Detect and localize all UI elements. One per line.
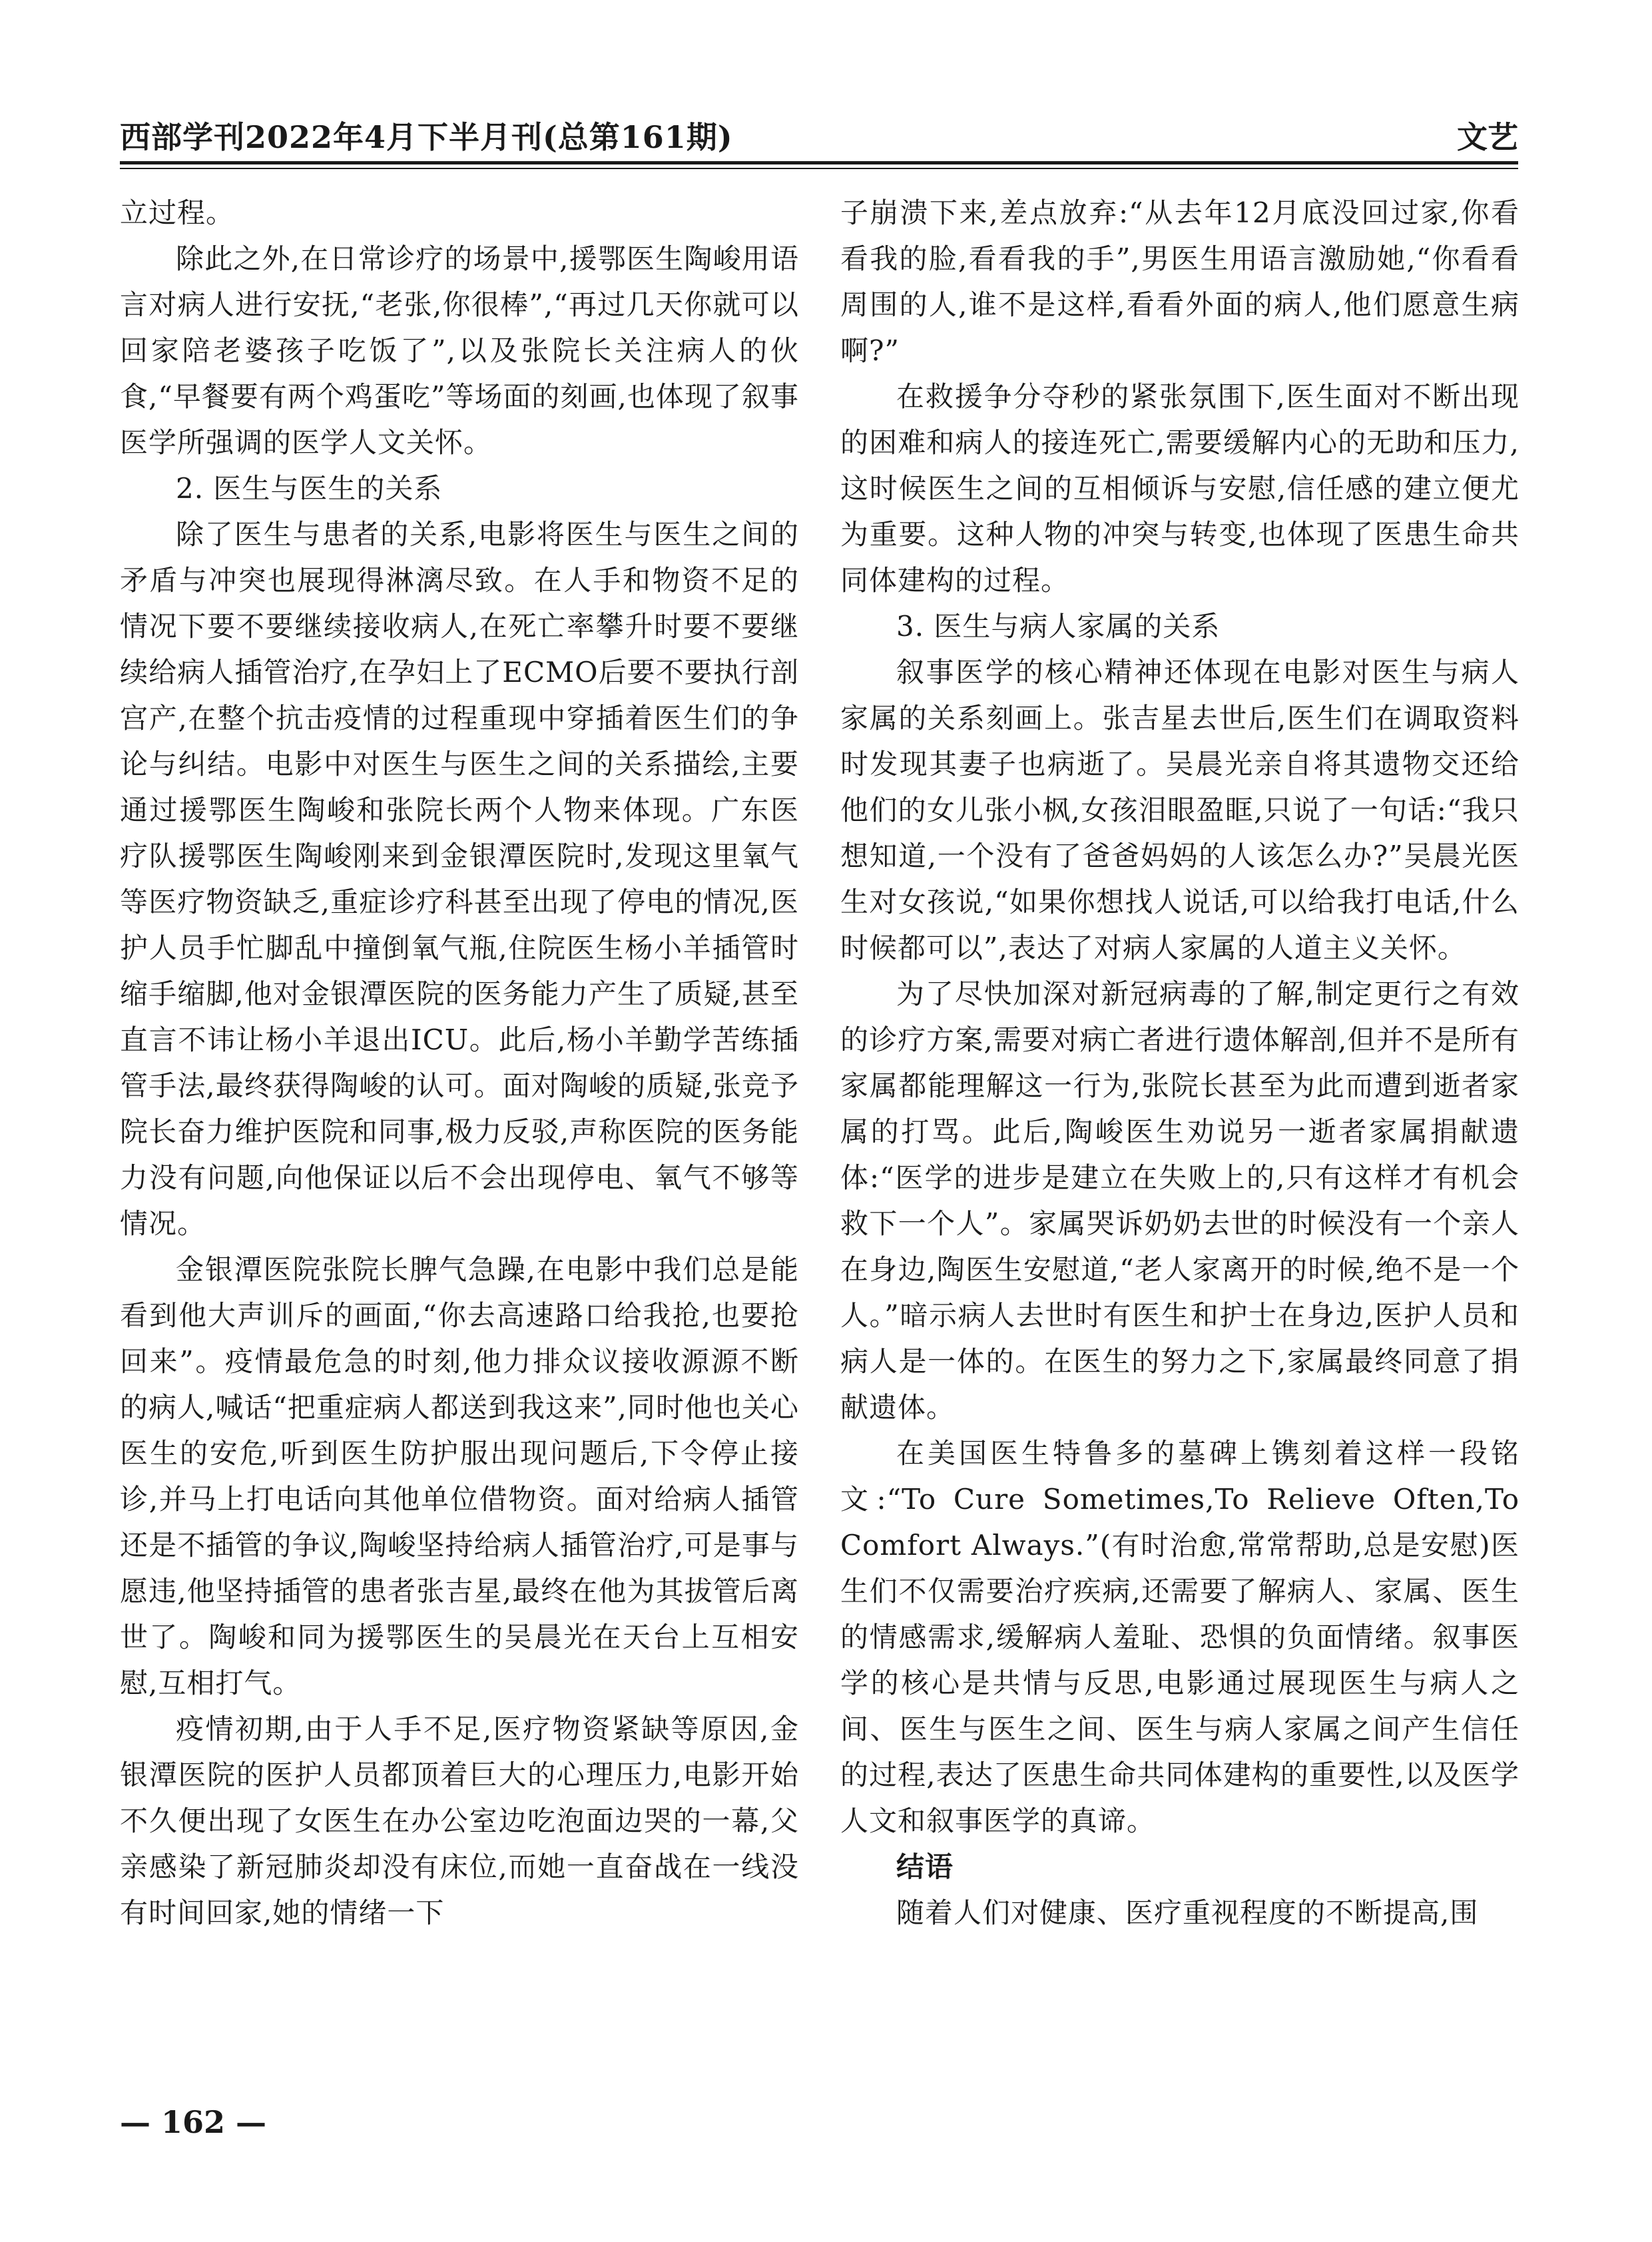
section-heading: 结语 — [896, 1850, 954, 1883]
paragraph: 叙事医学的核心精神还体现在电影对医生与病人家属的关系刻画上。张吉星去世后,医生们在调取资料时发现其妻子也病逝了。吴晨光亲自将其遗物交还给他们的女儿张小枫,女孩泪眼盈眶,只说了一句话:“我只想知道,一个没有了爸爸妈妈的人该怎么办?”吴晨光医生对女孩说,“如果你想找人说话,可以给我打电话,什么时候都可以”,表达了对病人家属的人道主义关怀。 — [840, 656, 1519, 964]
right-column — [840, 190, 1519, 1936]
journal-masthead: 西部学刊2022年4月下半月刊(总第161期) — [120, 119, 733, 155]
subsection-heading: 3. 医生与病人家属的关系 — [896, 610, 1221, 643]
paragraph-continuation: 子崩溃下来,差点放弃:“从去年12月底没回过家,你看看我的脸,看看我的手”,男医生用语言激励她,“你看看周围的人,谁不是这样,看看外面的病人,他们愿意生病啊?” — [840, 196, 1519, 367]
paragraph: 为了尽快加深对新冠病毒的了解,制定更行之有效的诊疗方案,需要对病亡者进行遗体解剖,但并不是所有家属都能理解这一行为,张院长甚至为此而遭到逝者家属的打骂。此后,陶峻医生劝说另一逝者家属捐献遗体:“医学的进步是建立在失败上的,只有这样才有机会救下一个人”。家属哭诉奶奶去世的时候没有一个亲人在身边,陶医生安慰道,“老人家离开的时候,绝不是一个人。”暗示病人去世时有医生和护士在身边,医护人员和病人是一体的。在医生的努力之下,家属最终同意了捐献遗体。 — [840, 978, 1519, 1424]
paragraph-continuation: 立过程。 — [120, 196, 235, 229]
page-number: — 162 — — [120, 2104, 267, 2140]
paragraph: 随着人们对健康、医疗重视程度的不断提高,围 — [896, 1896, 1479, 1929]
paragraph: 除了医生与患者的关系,电影将医生与医生之间的矛盾与冲突也展现得淋漓尽致。在人手和物资不足的情况下要不要继续接收病人,在死亡率攀升时要不要继续给病人插管治疗,在孕妇上了ECMO后要不要执行剖宫产,在整个抗击疫情的过程重现中穿插着医生们的争论与纠结。电影中对医生与医生之间的关系描绘,主要通过援鄂医生陶峻和张院长两个人物来体现。广东医疗队援鄂医生陶峻刚来到金银潭医院时,发现这里氧气等医疗物资缺乏,重症诊疗科甚至出现了停电的情况,医护人员手忙脚乱中撞倒氧气瓶,住院医生杨小羊插管时缩手缩脚,他对金银潭医院的医务能力产生了质疑,甚至直言不讳让杨小羊退出ICU。此后,杨小羊勤学苦练插管手法,最终获得陶峻的认可。面对陶峻的质疑,张竞予院长奋力维护医院和同事,极力反驳,声称医院的医务能力没有问题,向他保证以后不会出现停电、氧气不够等情况。 — [120, 518, 799, 1240]
header-rule-thin — [120, 168, 1518, 169]
paragraph: 疫情初期,由于人手不足,医疗物资紧缺等原因,金银潭医院的医护人员都顶着巨大的心理压力,电影开始不久便出现了女医生在办公室边吃泡面边哭的一幕,父亲感染了新冠肺炎却没有床位,而她一直奋战在一线没有时间回家,她的情绪一下 — [120, 1713, 799, 1929]
section-label: 文艺 — [1457, 119, 1518, 155]
paragraph: 除此之外,在日常诊疗的场景中,援鄂医生陶峻用语言对病人进行安抚,“老张,你很棒”,“再过几天你就可以回家陪老婆孩子吃饭了”,以及张院长关注病人的伙食,“早餐要有两个鸡蛋吃”等场面的刻画,也体现了叙事医学所强调的医学人文关怀。 — [120, 242, 799, 459]
left-column — [120, 190, 799, 1936]
paragraph: 在美国医生特鲁多的墓碑上镌刻着这样一段铭文:“To Cure Sometimes,To Relieve Often,To Comfort Always.”(有时治愈,常常帮助,总是安慰)医生们不仅需要治疗疾病,还需要了解病人、家属、医生的情感需求,缓解病人羞耻、恐惧的负面情绪。叙事医学的核心是共情与反思,电影通过展现医生与病人之间、医生与医生之间、医生与病人家属之间产生信任的过程,表达了医患生命共同体建构的重要性,以及医学人文和叙事医学的真谛。 — [840, 1437, 1519, 1837]
paragraph: 在救援争分夺秒的紧张氛围下,医生面对不断出现的困难和病人的接连死亡,需要缓解内心的无助和压力,这时候医生之间的互相倾诉与安慰,信任感的建立便尤为重要。这种人物的冲突与转变,也体现了医患生命共同体建构的过程。 — [840, 380, 1519, 597]
page-header — [120, 113, 1518, 157]
paragraph: 金银潭医院张院长脾气急躁,在电影中我们总是能看到他大声训斥的画面,“你去高速路口给我抢,也要抢回来”。疫情最危急的时刻,他力排众议接收源源不断的病人,喊话“把重症病人都送到我这来”,同时他也关心医生的安危,听到医生防护服出现问题后,下令停止接诊,并马上打电话向其他单位借物资。面对给病人插管还是不插管的争议,陶峻坚持给病人插管治疗,可是事与愿违,他坚持插管的患者张吉星,最终在他为其拔管后离世了。陶峻和同为援鄂医生的吴晨光在天台上互相安慰,互相打气。 — [120, 1253, 799, 1699]
header-rule-thick — [120, 161, 1518, 164]
subsection-heading: 2. 医生与医生的关系 — [176, 472, 443, 505]
